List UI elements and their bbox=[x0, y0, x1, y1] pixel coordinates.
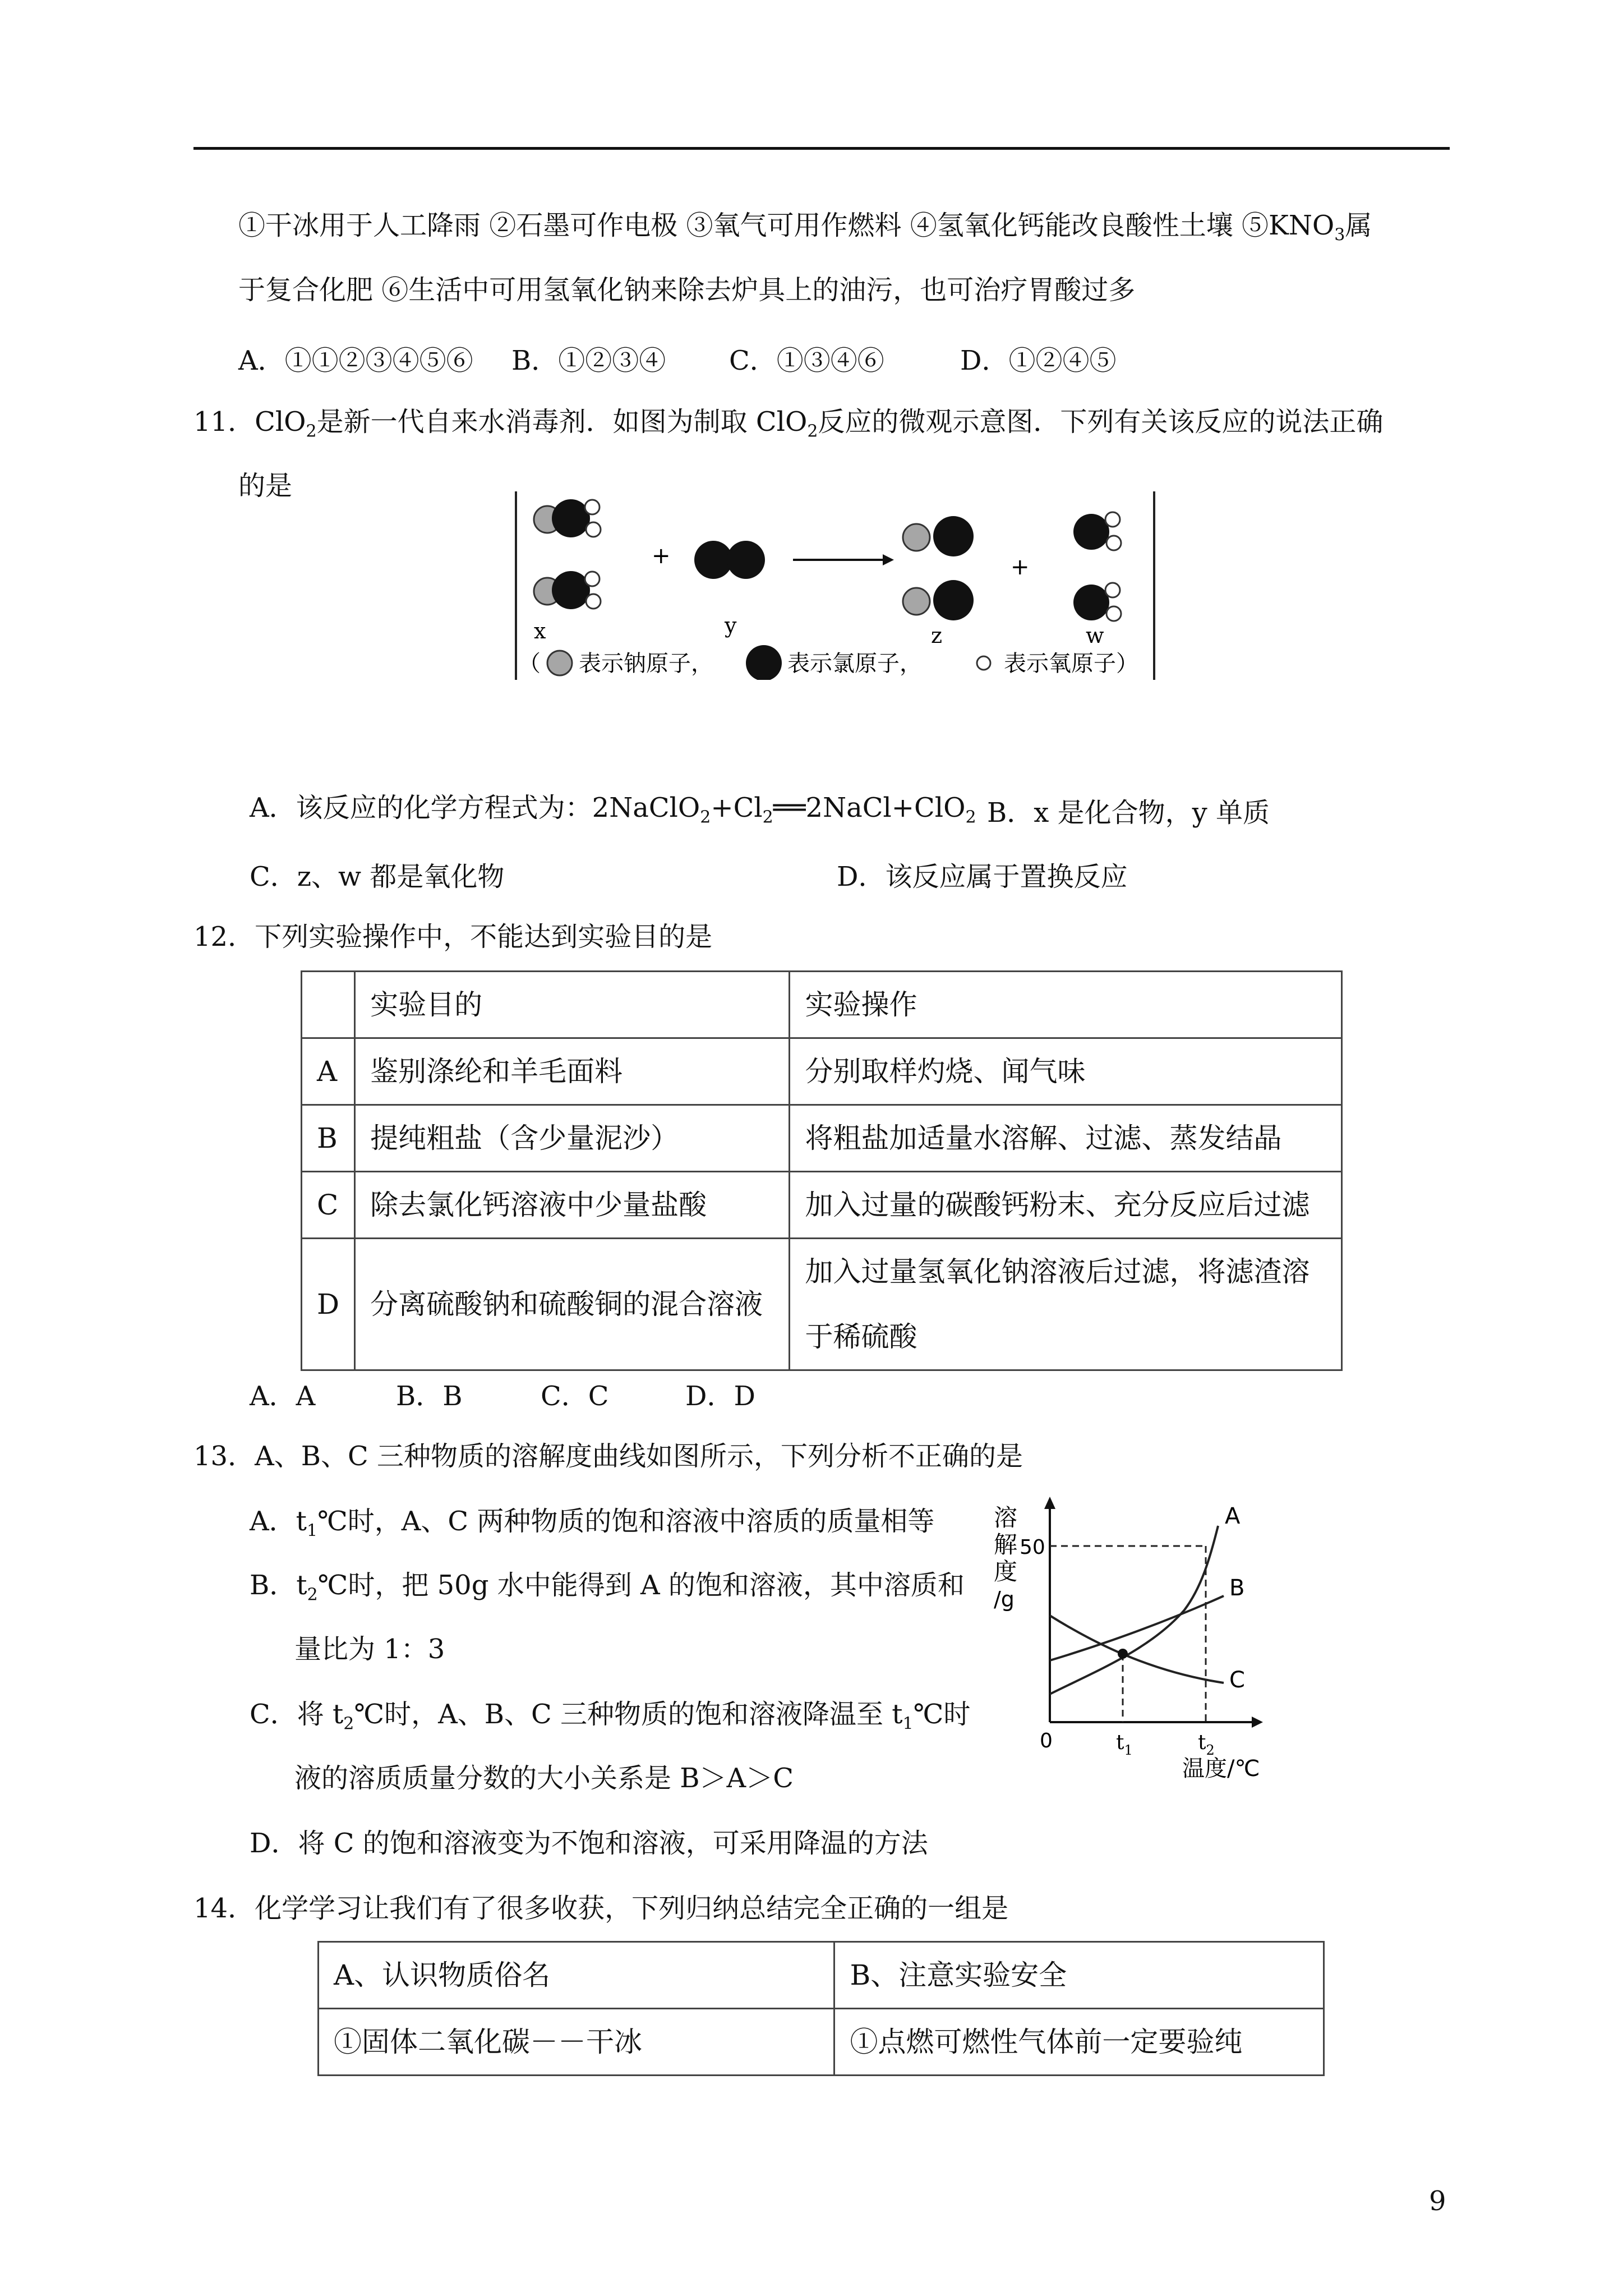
q10-option-a: A．①①②③④⑤⑥ bbox=[238, 345, 473, 376]
q13-option-d: D．将 C 的饱和溶液变为不饱和溶液，可采用降温的方法 bbox=[250, 1828, 928, 1859]
y-tick-50: 50 bbox=[1020, 1536, 1045, 1559]
table-cell: B、注意实验安全 bbox=[834, 1942, 1324, 2009]
molecule-x-1 bbox=[534, 499, 601, 537]
intersection-point bbox=[1118, 1649, 1128, 1659]
q14-stem: 14．化学学习让我们有了很多收获，下列归纳总结完全正确的一组是 bbox=[193, 1893, 1009, 1924]
reaction-diagram bbox=[513, 491, 1158, 680]
table-cell-line: 于稀硫酸 bbox=[805, 1320, 917, 1353]
q11-option-a: A．该反应的化学方程式为：$2NaClO_2+Cl_2══2NaCl+ClO_2$ bbox=[250, 792, 976, 827]
q12-option-d: D．D bbox=[685, 1381, 755, 1412]
q11-stem-cont: 的是 bbox=[238, 470, 293, 501]
y-label-1: 溶 bbox=[994, 1504, 1018, 1531]
table-row bbox=[302, 1239, 1342, 1370]
label-z: z bbox=[931, 623, 943, 648]
reaction-arrow bbox=[793, 554, 894, 565]
table-cell bbox=[302, 972, 355, 1038]
table-cell: ①固体二氧化碳－－干冰 bbox=[319, 2009, 834, 2076]
label-x: x bbox=[534, 619, 546, 643]
table-cell: 提纯粗盐（含少量泥沙） bbox=[355, 1105, 790, 1172]
q10-line2: 于复合化肥 ⑥生活中可用氢氧化钠来除去炉具上的油污，也可治疗胃酸过多 bbox=[238, 274, 1136, 306]
q13-option-a: A．$t_1℃$时，A、C 两种物质的饱和溶液中溶质的质量相等 bbox=[250, 1506, 935, 1541]
label-y: y bbox=[725, 613, 737, 638]
legend-sodium-atom bbox=[547, 651, 572, 675]
q13-option-b: B．$t_2℃$时，把 50g 水中能得到 A 的饱和溶液，其中溶质和 bbox=[250, 1570, 965, 1605]
q13-option-b-cont: 量比为 1：3 bbox=[294, 1634, 445, 1665]
table-cell: ①点燃可燃性气体前一定要验纯 bbox=[834, 2009, 1324, 2076]
x-tick-t1: $t_1$ bbox=[1116, 1731, 1133, 1758]
table-cell: A bbox=[302, 1038, 355, 1105]
q12-option-a: A．A bbox=[250, 1381, 316, 1412]
q13-option-c-cont: 液的溶质质量分数的大小关系是 B＞A＞C bbox=[294, 1763, 794, 1794]
table-cell: 分离硫酸钠和硫酸铜的混合溶液 bbox=[355, 1239, 790, 1370]
q11-stem: 11．ClO$_2$是新一代自来水消毒剂．如图为制取 ClO$_2$反应的微观示意图．下列有关该反应的说法正确 bbox=[193, 406, 1384, 441]
q12-stem: 12．下列实验操作中，不能达到实验目的是 bbox=[193, 921, 713, 953]
y-label-2: 解 bbox=[994, 1531, 1018, 1558]
molecule-y bbox=[694, 541, 765, 579]
table-cell: 除去氯化钙溶液中少量盐酸 bbox=[355, 1172, 790, 1239]
solubility-chart-svg bbox=[983, 1492, 1274, 1784]
plus-sign-1: + bbox=[652, 543, 671, 569]
q10-option-c: C．①③④⑥ bbox=[729, 345, 884, 376]
q12-option-c: C．C bbox=[541, 1381, 609, 1412]
y-axis-arrow bbox=[1044, 1497, 1055, 1509]
molecule-w-1 bbox=[1073, 512, 1121, 550]
table-row bbox=[302, 1105, 1342, 1172]
table-cell-line: 加入过量氢氧化钠溶液后过滤，将滤渣溶 bbox=[805, 1255, 1310, 1288]
curve-b bbox=[1050, 1596, 1224, 1660]
label-w: w bbox=[1086, 623, 1104, 648]
table-cell: 分别取样灼烧、闻气味 bbox=[790, 1038, 1342, 1105]
table-cell: 实验操作 bbox=[790, 972, 1342, 1038]
table-cell: 加入过量的碳酸钙粉末、充分反应后过滤 bbox=[790, 1172, 1342, 1239]
q10-option-b: B．①②③④ bbox=[511, 345, 666, 376]
x-axis-arrow bbox=[1252, 1717, 1263, 1728]
molecule-x-2 bbox=[534, 571, 601, 609]
legend-oxygen-atom bbox=[977, 656, 990, 670]
table-cell: D bbox=[302, 1239, 355, 1370]
q10-line1: ①干冰用于人工降雨 ②石墨可作电极 ③氧气可用作燃料 ④氢氧化钙能改良酸性土壤 $⑤KNO_3$属 bbox=[238, 210, 1372, 245]
table-cell: 鉴别涤纶和羊毛面料 bbox=[355, 1038, 790, 1105]
legend-open-paren: （ bbox=[518, 651, 541, 677]
molecule-z-1 bbox=[903, 516, 974, 556]
header-rule bbox=[193, 147, 1450, 150]
q14-table bbox=[317, 1941, 1325, 2076]
table-cell: B bbox=[302, 1105, 355, 1172]
q12-table bbox=[301, 970, 1343, 1371]
origin-label: 0 bbox=[1040, 1729, 1053, 1752]
curve-label-c: C bbox=[1229, 1667, 1245, 1693]
table-cell: A、认识物质俗名 bbox=[319, 1942, 834, 2009]
plus-sign-2: + bbox=[1011, 554, 1030, 580]
legend-chlorine-text: 表示氯原子， bbox=[787, 651, 922, 677]
molecule-z-2 bbox=[903, 580, 974, 620]
table-row bbox=[319, 1942, 1324, 2009]
q13-option-c: C．将 $t_2℃$时，A、B、C 三种物质的饱和溶液降温至 $t_1℃$时 bbox=[250, 1699, 971, 1734]
x-axis-label: 温度/℃ bbox=[1182, 1756, 1260, 1782]
table-cell: C bbox=[302, 1172, 355, 1239]
curve-label-a: A bbox=[1225, 1503, 1241, 1529]
x-tick-t2: $t_2$ bbox=[1198, 1731, 1215, 1758]
q12-option-b: B．B bbox=[396, 1381, 463, 1412]
table-cell bbox=[790, 1239, 1342, 1370]
q11-option-d: D．该反应属于置换反应 bbox=[837, 861, 1128, 892]
legend-oxygen-text: 表示氧原子） bbox=[1004, 651, 1138, 677]
y-label-3: 度 bbox=[994, 1558, 1018, 1585]
table-header-row bbox=[302, 972, 1342, 1038]
q11-option-b: B．x 是化合物，y 单质 bbox=[987, 797, 1270, 829]
q13-stem: 13．A、B、C 三种物质的溶解度曲线如图所示，下列分析不正确的是 bbox=[193, 1441, 1023, 1472]
table-row bbox=[302, 1038, 1342, 1105]
table-row bbox=[319, 2009, 1324, 2076]
table-cell: 将粗盐加适量水溶解、过滤、蒸发结晶 bbox=[790, 1105, 1342, 1172]
legend-chlorine-atom bbox=[746, 645, 782, 680]
molecule-w-2 bbox=[1073, 583, 1121, 621]
legend-sodium-text: 表示钠原子， bbox=[579, 651, 713, 677]
q10-option-d: D．①②④⑤ bbox=[960, 345, 1117, 376]
q11-option-c: C．z、w 都是氧化物 bbox=[250, 861, 505, 892]
table-row bbox=[302, 1172, 1342, 1239]
page-number: 9 bbox=[1429, 2185, 1446, 2217]
curve-label-b: B bbox=[1229, 1575, 1245, 1601]
reaction-diagram-svg bbox=[513, 491, 1158, 680]
solubility-chart bbox=[983, 1492, 1274, 1784]
table-cell: 实验目的 bbox=[355, 972, 790, 1038]
y-label-4: /g bbox=[994, 1587, 1015, 1612]
